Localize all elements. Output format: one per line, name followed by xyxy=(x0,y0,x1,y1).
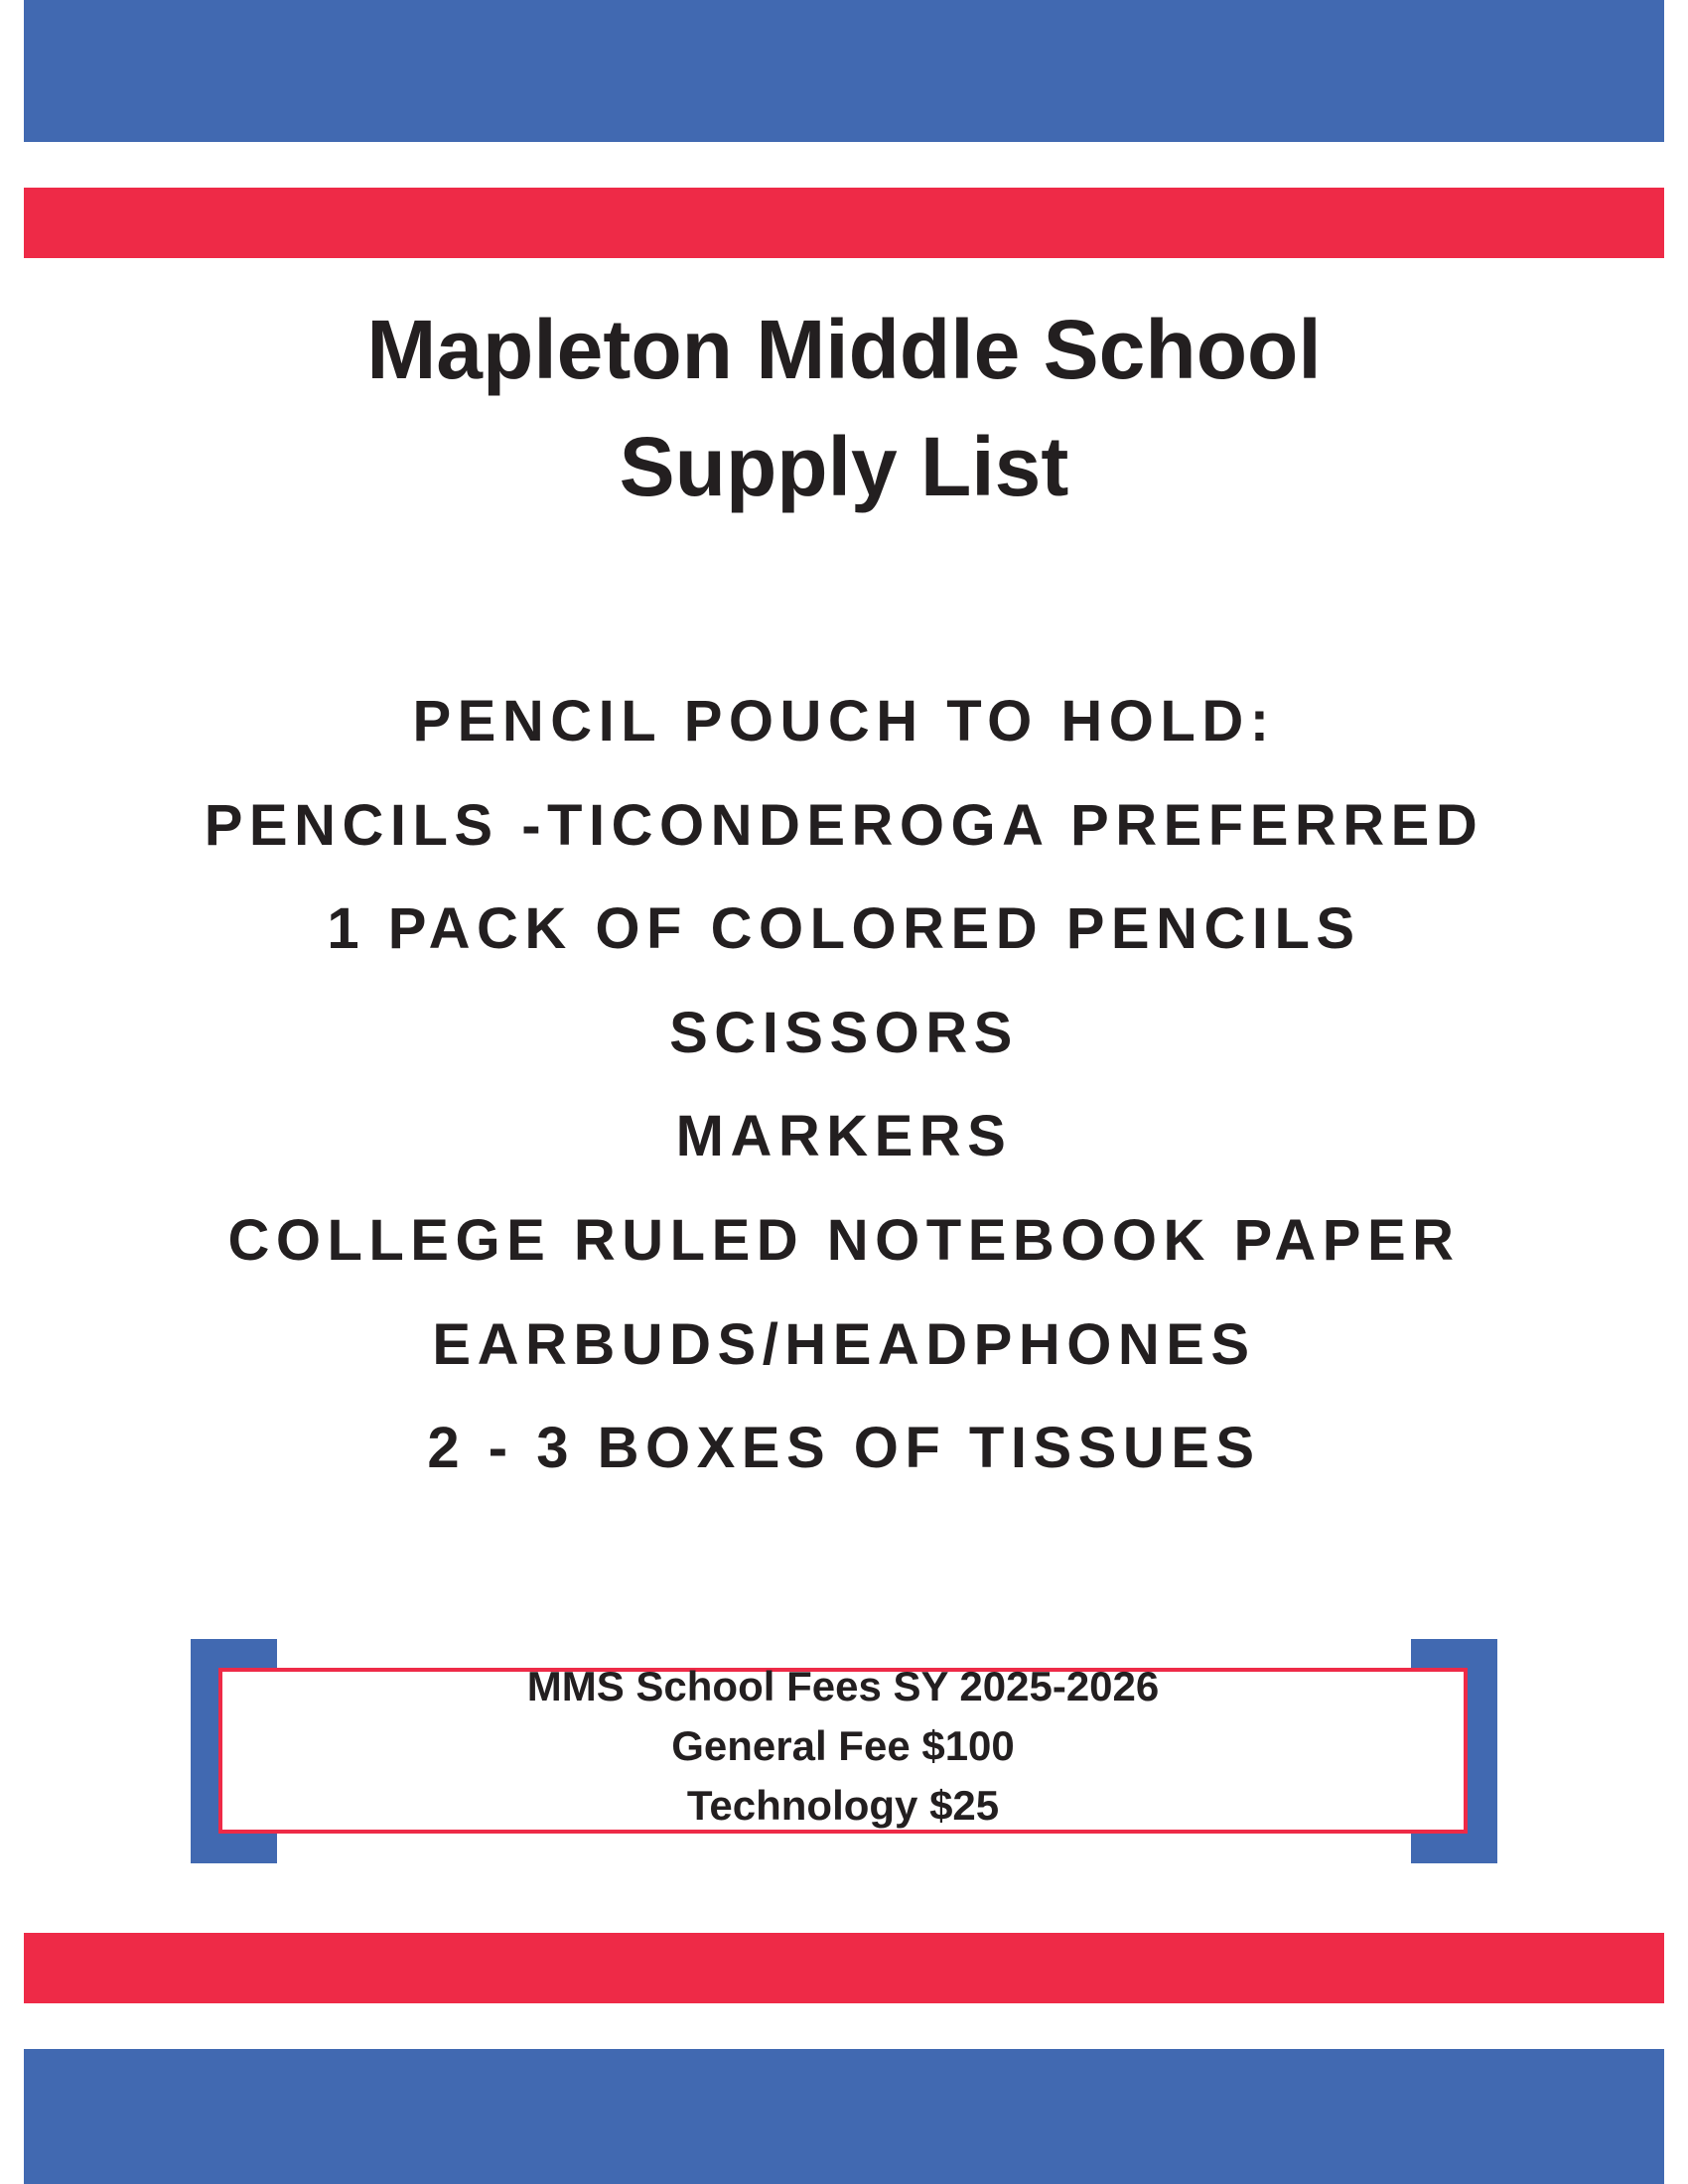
supply-item-scissors: SCISSORS xyxy=(669,1000,1019,1065)
top-red-band xyxy=(24,188,1664,258)
page-title: Mapleton Middle School xyxy=(366,303,1322,396)
supply-item-tissues: 2 - 3 BOXES OF TISSUES xyxy=(427,1416,1261,1481)
supply-item-notebook-paper: COLLEGE RULED NOTEBOOK PAPER xyxy=(227,1207,1461,1273)
technology-fee: Technology $25 xyxy=(686,1782,1000,1829)
bottom-red-band xyxy=(24,1933,1664,2003)
general-fee: General Fee $100 xyxy=(671,1722,1015,1769)
top-blue-band xyxy=(24,0,1664,142)
fees-heading: MMS School Fees SY 2025-2026 xyxy=(526,1663,1160,1709)
supply-list xyxy=(0,685,1688,1516)
supply-item-colored-pencils: 1 PACK OF COLORED PENCILS xyxy=(327,896,1361,962)
bottom-blue-band xyxy=(24,2049,1664,2184)
supply-item-pencil-pouch: PENCIL POUCH TO HOLD: xyxy=(412,689,1276,753)
school-fees-box xyxy=(218,1663,1468,1834)
page-subtitle: Supply List xyxy=(619,420,1069,513)
supply-item-earbuds: EARBUDS/HEADPHONES xyxy=(432,1311,1256,1377)
supply-item-pencils: PENCILS -TICONDEROGA PREFERRED xyxy=(204,792,1484,858)
supply-item-markers: MARKERS xyxy=(675,1104,1013,1169)
